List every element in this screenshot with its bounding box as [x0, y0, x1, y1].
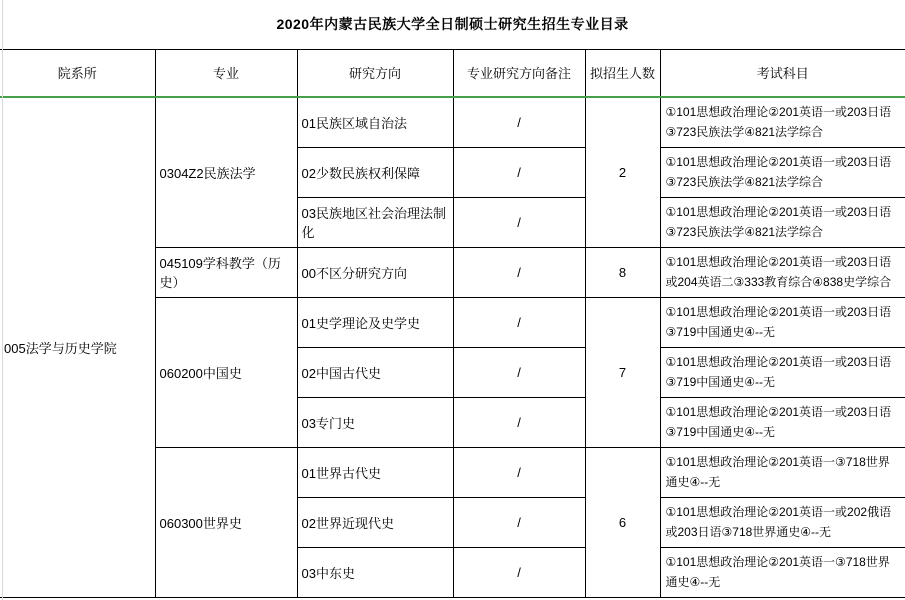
cell-direction-note: /	[453, 147, 585, 197]
cell-major: 060300世界史	[155, 447, 297, 597]
cell-direction-note: /	[453, 247, 585, 297]
cell-enrollment: 8	[585, 247, 660, 297]
cell-direction-note: /	[453, 197, 585, 247]
cell-direction: 02中国古代史	[297, 347, 453, 397]
column-header-major: 专业	[155, 49, 297, 97]
cell-major: 060200中国史	[155, 297, 297, 447]
cell-enrollment: 6	[585, 447, 660, 597]
cell-major: 045109学科教学（历史）	[155, 247, 297, 297]
column-header-direction: 研究方向	[297, 49, 453, 97]
cell-direction: 03民族地区社会治理法制化	[297, 197, 453, 247]
cell-direction-note: /	[453, 397, 585, 447]
header-row	[0, 49, 905, 97]
cell-direction: 02少数民族权利保障	[297, 147, 453, 197]
table-row	[0, 97, 905, 147]
cell-enrollment: 2	[585, 97, 660, 247]
column-header-enrollment: 拟招生人数	[585, 49, 660, 97]
cell-exam-subjects: ①101思想政治理论②201英语一或203日语③723民族法学④821法学综合	[660, 197, 905, 247]
cell-exam-subjects: ①101思想政治理论②201英语一或203日语③723民族法学④821法学综合	[660, 97, 905, 147]
cell-direction: 03专门史	[297, 397, 453, 447]
column-header-direction-note: 专业研究方向备注	[453, 49, 585, 97]
title-row	[0, 0, 905, 49]
cell-exam-subjects: ①101思想政治理论②201英语一或203日语或204英语二③333教育综合④838史学综合	[660, 247, 905, 297]
cell-exam-subjects: ①101思想政治理论②201英语一③718世界通史④--无	[660, 447, 905, 497]
cell-exam-subjects: ①101思想政治理论②201英语一或203日语③719中国通史④--无	[660, 397, 905, 447]
cell-direction-note: /	[453, 297, 585, 347]
cell-exam-subjects: ①101思想政治理论②201英语一或203日语③723民族法学④821法学综合	[660, 147, 905, 197]
column-header-department: 院系所	[0, 49, 155, 97]
cell-direction-note: /	[453, 97, 585, 147]
cell-direction-note: /	[453, 347, 585, 397]
left-gridline	[2, 0, 3, 600]
cell-exam-subjects: ①101思想政治理论②201英语一或203日语③719中国通史④--无	[660, 347, 905, 397]
cell-direction-note: /	[453, 547, 585, 597]
cell-direction: 01民族区域自治法	[297, 97, 453, 147]
cell-direction: 03中东史	[297, 547, 453, 597]
cell-enrollment: 7	[585, 297, 660, 447]
page-title: 2020年内蒙古民族大学全日制硕士研究生招生专业目录	[0, 0, 905, 49]
cell-major: 0304Z2民族法学	[155, 97, 297, 247]
cell-exam-subjects: ①101思想政治理论②201英语一或202俄语或203日语③718世界通史④--无	[660, 497, 905, 547]
cell-exam-subjects: ①101思想政治理论②201英语一或203日语③719中国通史④--无	[660, 297, 905, 347]
cell-direction-note: /	[453, 447, 585, 497]
cell-direction: 01世界古代史	[297, 447, 453, 497]
cell-direction: 02世界近现代史	[297, 497, 453, 547]
cell-direction: 01史学理论及史学史	[297, 297, 453, 347]
cell-department: 005法学与历史学院	[0, 97, 155, 597]
column-header-exam-subjects: 考试科目	[660, 49, 905, 97]
cell-direction-note: /	[453, 497, 585, 547]
cell-exam-subjects: ①101思想政治理论②201英语一③718世界通史④--无	[660, 547, 905, 597]
cell-direction: 00不区分研究方向	[297, 247, 453, 297]
